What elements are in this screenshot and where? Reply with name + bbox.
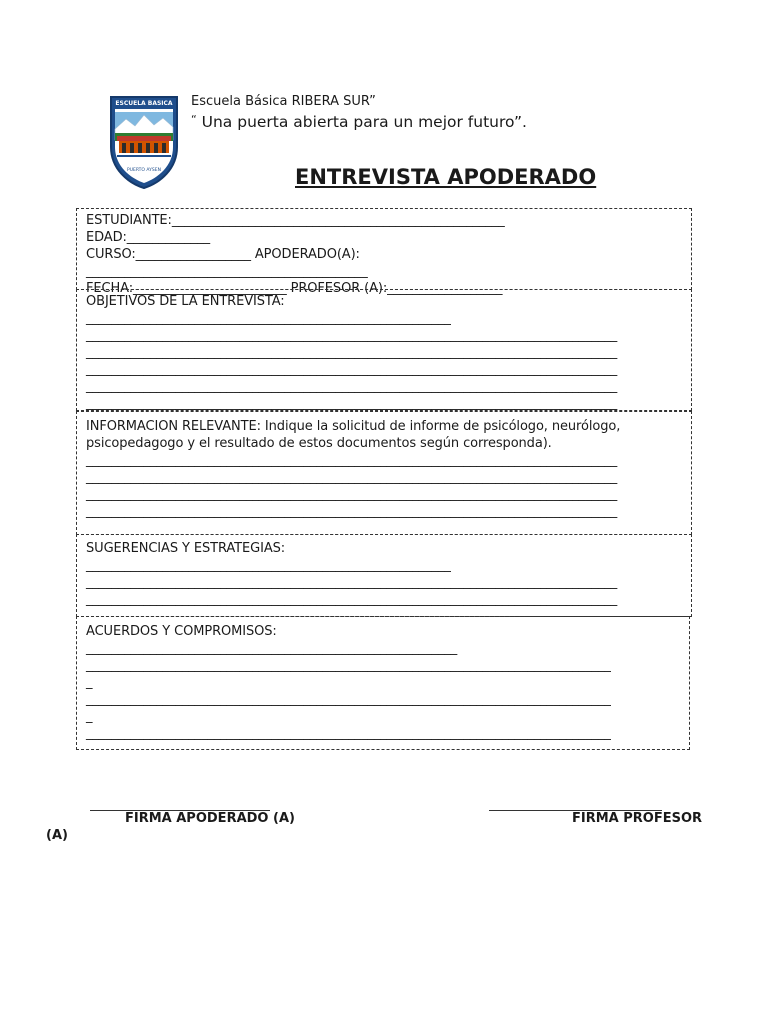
age-field[interactable]: EDAD:_____________	[86, 230, 210, 245]
relevant-info-line[interactable]: ___________________________________________________________________________________	[86, 453, 618, 468]
agreements-line[interactable]: __________________________________________________________________________________	[86, 692, 611, 707]
teacher-signature-suffix: (A)	[46, 828, 68, 843]
agreements-dash: _	[86, 675, 93, 690]
guardian-signature-label: FIRMA APODERADO (A)	[125, 811, 295, 826]
objectives-line[interactable]: ___________________________________________________________________________________	[86, 328, 618, 343]
school-name: Escuela Básica RIBERA SUR”	[191, 94, 376, 109]
agreements-lines	[86, 640, 678, 746]
teacher-signature-label: FIRMA PROFESOR	[572, 811, 703, 826]
suggestions-lines	[86, 557, 682, 615]
date-teacher-field[interactable]: FECHA:________________________ PROFESOR (A):__________________	[86, 281, 503, 296]
motto-text: Una puerta abierta para un mejor futuro”.	[201, 113, 527, 131]
suggestions-line[interactable]: ___________________________________________________________________________________	[86, 592, 618, 607]
objectives-line[interactable]: ___________________________________________________________________________________	[86, 345, 618, 360]
logo-text-top: ESCUELA BASICA	[115, 100, 173, 107]
relevant-info-line[interactable]: ___________________________________________________________________________________	[86, 487, 618, 502]
student-info-content	[86, 212, 686, 296]
objectives-line[interactable]: ___________________________________________________________________________________	[86, 396, 618, 411]
logo-text-bottom: PUERTO AYSEN	[127, 168, 161, 173]
relevant-info-lines	[86, 452, 682, 532]
relevant-info-label-cont: psicopedagogo y el resultado de estos documentos según corresponda).	[86, 436, 552, 451]
objectives-label: OBJETIVOS DE LA ENTREVISTA:	[86, 294, 285, 309]
school-logo	[108, 95, 180, 190]
objectives-line[interactable]: ___________________________________________________________________________________	[86, 362, 618, 377]
agreements-dash: _	[86, 709, 93, 724]
school-crest-icon	[108, 95, 180, 190]
school-motto	[191, 113, 527, 131]
suggestions-line[interactable]: ___________________________________________________________________________________	[86, 575, 618, 590]
course-guardian-field[interactable]: CURSO:__________________ APODERADO(A):	[86, 247, 360, 262]
objectives-line[interactable]: ___________________________________________________________________________________	[86, 379, 618, 394]
agreements-label: ACUERDOS Y COMPROMISOS:	[86, 624, 277, 639]
objectives-lines	[86, 310, 682, 410]
relevant-info-line[interactable]: ___________________________________________________________________________________	[86, 504, 618, 519]
agreements-line[interactable]: __________________________________________________________________________________	[86, 658, 611, 673]
relevant-info-line[interactable]: ___________________________________________________________________________________	[86, 470, 618, 485]
agreements-line[interactable]: __________________________________________________________________________________	[86, 726, 611, 741]
relevant-info-label: INFORMACION RELEVANTE: Indique la solicitud de informe de psicólogo, neurólogo,	[86, 419, 621, 434]
suggestions-label: SUGERENCIAS Y ESTRATEGIAS:	[86, 541, 286, 556]
suggestions-line[interactable]: _________________________________________________________	[86, 558, 451, 573]
guardian-blank-line[interactable]: ____________________________________________	[86, 264, 368, 279]
objectives-line[interactable]: _________________________________________________________	[86, 311, 451, 326]
page-title: ENTREVISTA APODERADO	[295, 165, 597, 189]
motto-open-quote: “	[191, 113, 197, 126]
student-field[interactable]: ESTUDIANTE:____________________________________________________	[86, 213, 505, 228]
agreements-line[interactable]: __________________________________________________________	[86, 641, 458, 656]
